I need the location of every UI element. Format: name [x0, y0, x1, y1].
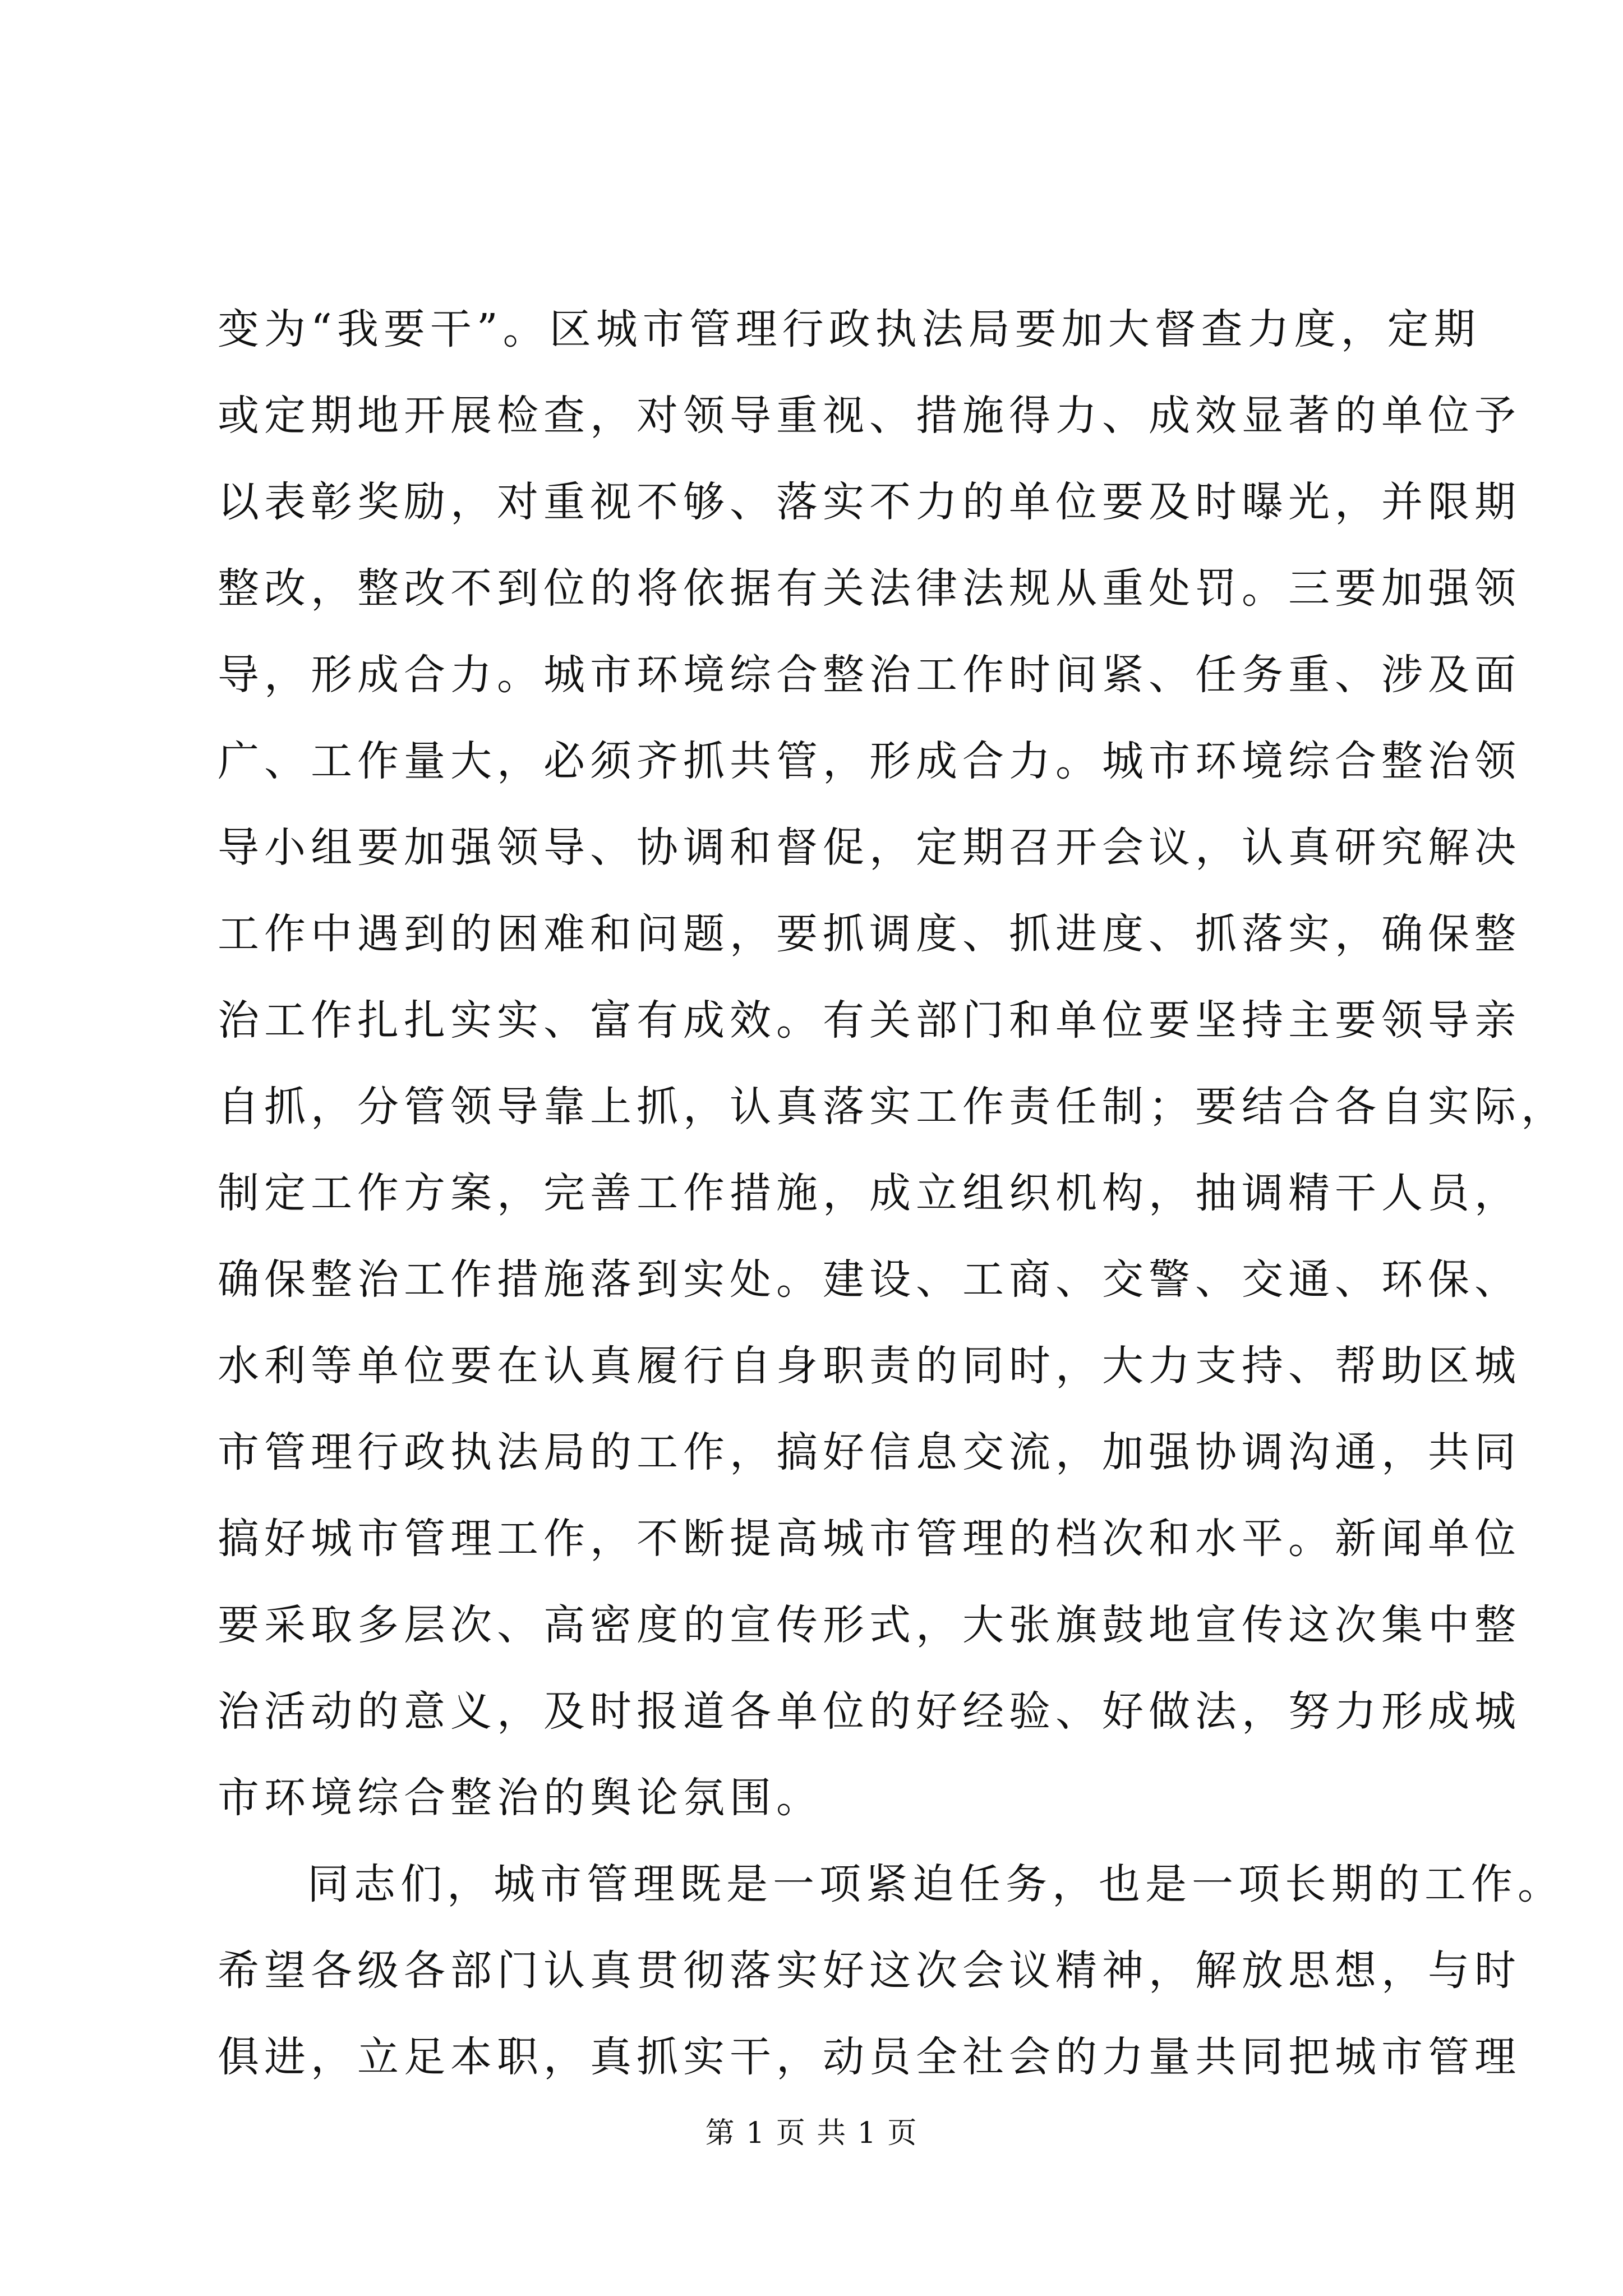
text-line: 变为“我要干”。区城市管理行政执法局要加大督查力度，定期: [218, 305, 1481, 353]
text-line: 市管理行政执法局的工作，搞好信息交流，加强协调沟通，共同: [218, 1428, 1521, 1476]
text-line: 导小组要加强领导、协调和督促，定期召开会议，认真研究解决: [218, 823, 1521, 872]
text-line: 导，形成合力。城市环境综合整治工作时间紧、任务重、涉及面: [218, 651, 1521, 699]
text-line: 广、工作量大，必须齐抓共管，形成合力。城市环境综合整治领: [218, 737, 1521, 785]
text-line: 水利等单位要在认真履行自身职责的同时，大力支持、帮助区城: [218, 1342, 1521, 1390]
text-line: 治活动的意义，及时报道各单位的好经验、好做法，努力形成城: [218, 1687, 1521, 1736]
paragraph-first-line: 同志们，城市管理既是一项紧迫任务，也是一项长期的工作。: [307, 1860, 1564, 1908]
text-line: 治工作扎扎实实、富有成效。有关部门和单位要坚持主要领导亲: [218, 996, 1521, 1045]
text-line: 以表彰奖励，对重视不够、落实不力的单位要及时曝光，并限期: [218, 478, 1521, 526]
text-line: 工作中遇到的困难和问题，要抓调度、抓进度、抓落实，确保整: [218, 910, 1521, 958]
text-line: 制定工作方案，完善工作措施，成立组织机构，抽调精干人员，: [218, 1169, 1521, 1217]
page-footer: 第 1 页 共 1 页: [705, 2116, 918, 2150]
body-text: [218, 286, 1567, 2100]
text-line: 要采取多层次、高密度的宣传形式，大张旗鼓地宣传这次集中整: [218, 1601, 1521, 1649]
text-line: 确保整治工作措施落到实处。建设、工商、交警、交通、环保、: [218, 1255, 1521, 1304]
text-line: 市环境综合整治的舆论氛围。: [218, 1774, 823, 1822]
text-line: 自抓，分管领导靠上抓，认真落实工作责任制；要结合各自实际，: [218, 1083, 1567, 1131]
text-line: 俱进，立足本职，真抓实干，动员全社会的力量共同把城市管理: [218, 2033, 1521, 2081]
text-line: 搞好城市管理工作，不断提高城市管理的档次和水平。新闻单位: [218, 1515, 1521, 1563]
text-line: 希望各级各部门认真贯彻落实好这次会议精神，解放思想，与时: [218, 1947, 1521, 1995]
text-line: 整改，整改不到位的将依据有关法律法规从重处罚。三要加强领: [218, 564, 1521, 613]
text-line: 或定期地开展检查，对领导重视、措施得力、成效显著的单位予: [218, 392, 1521, 440]
